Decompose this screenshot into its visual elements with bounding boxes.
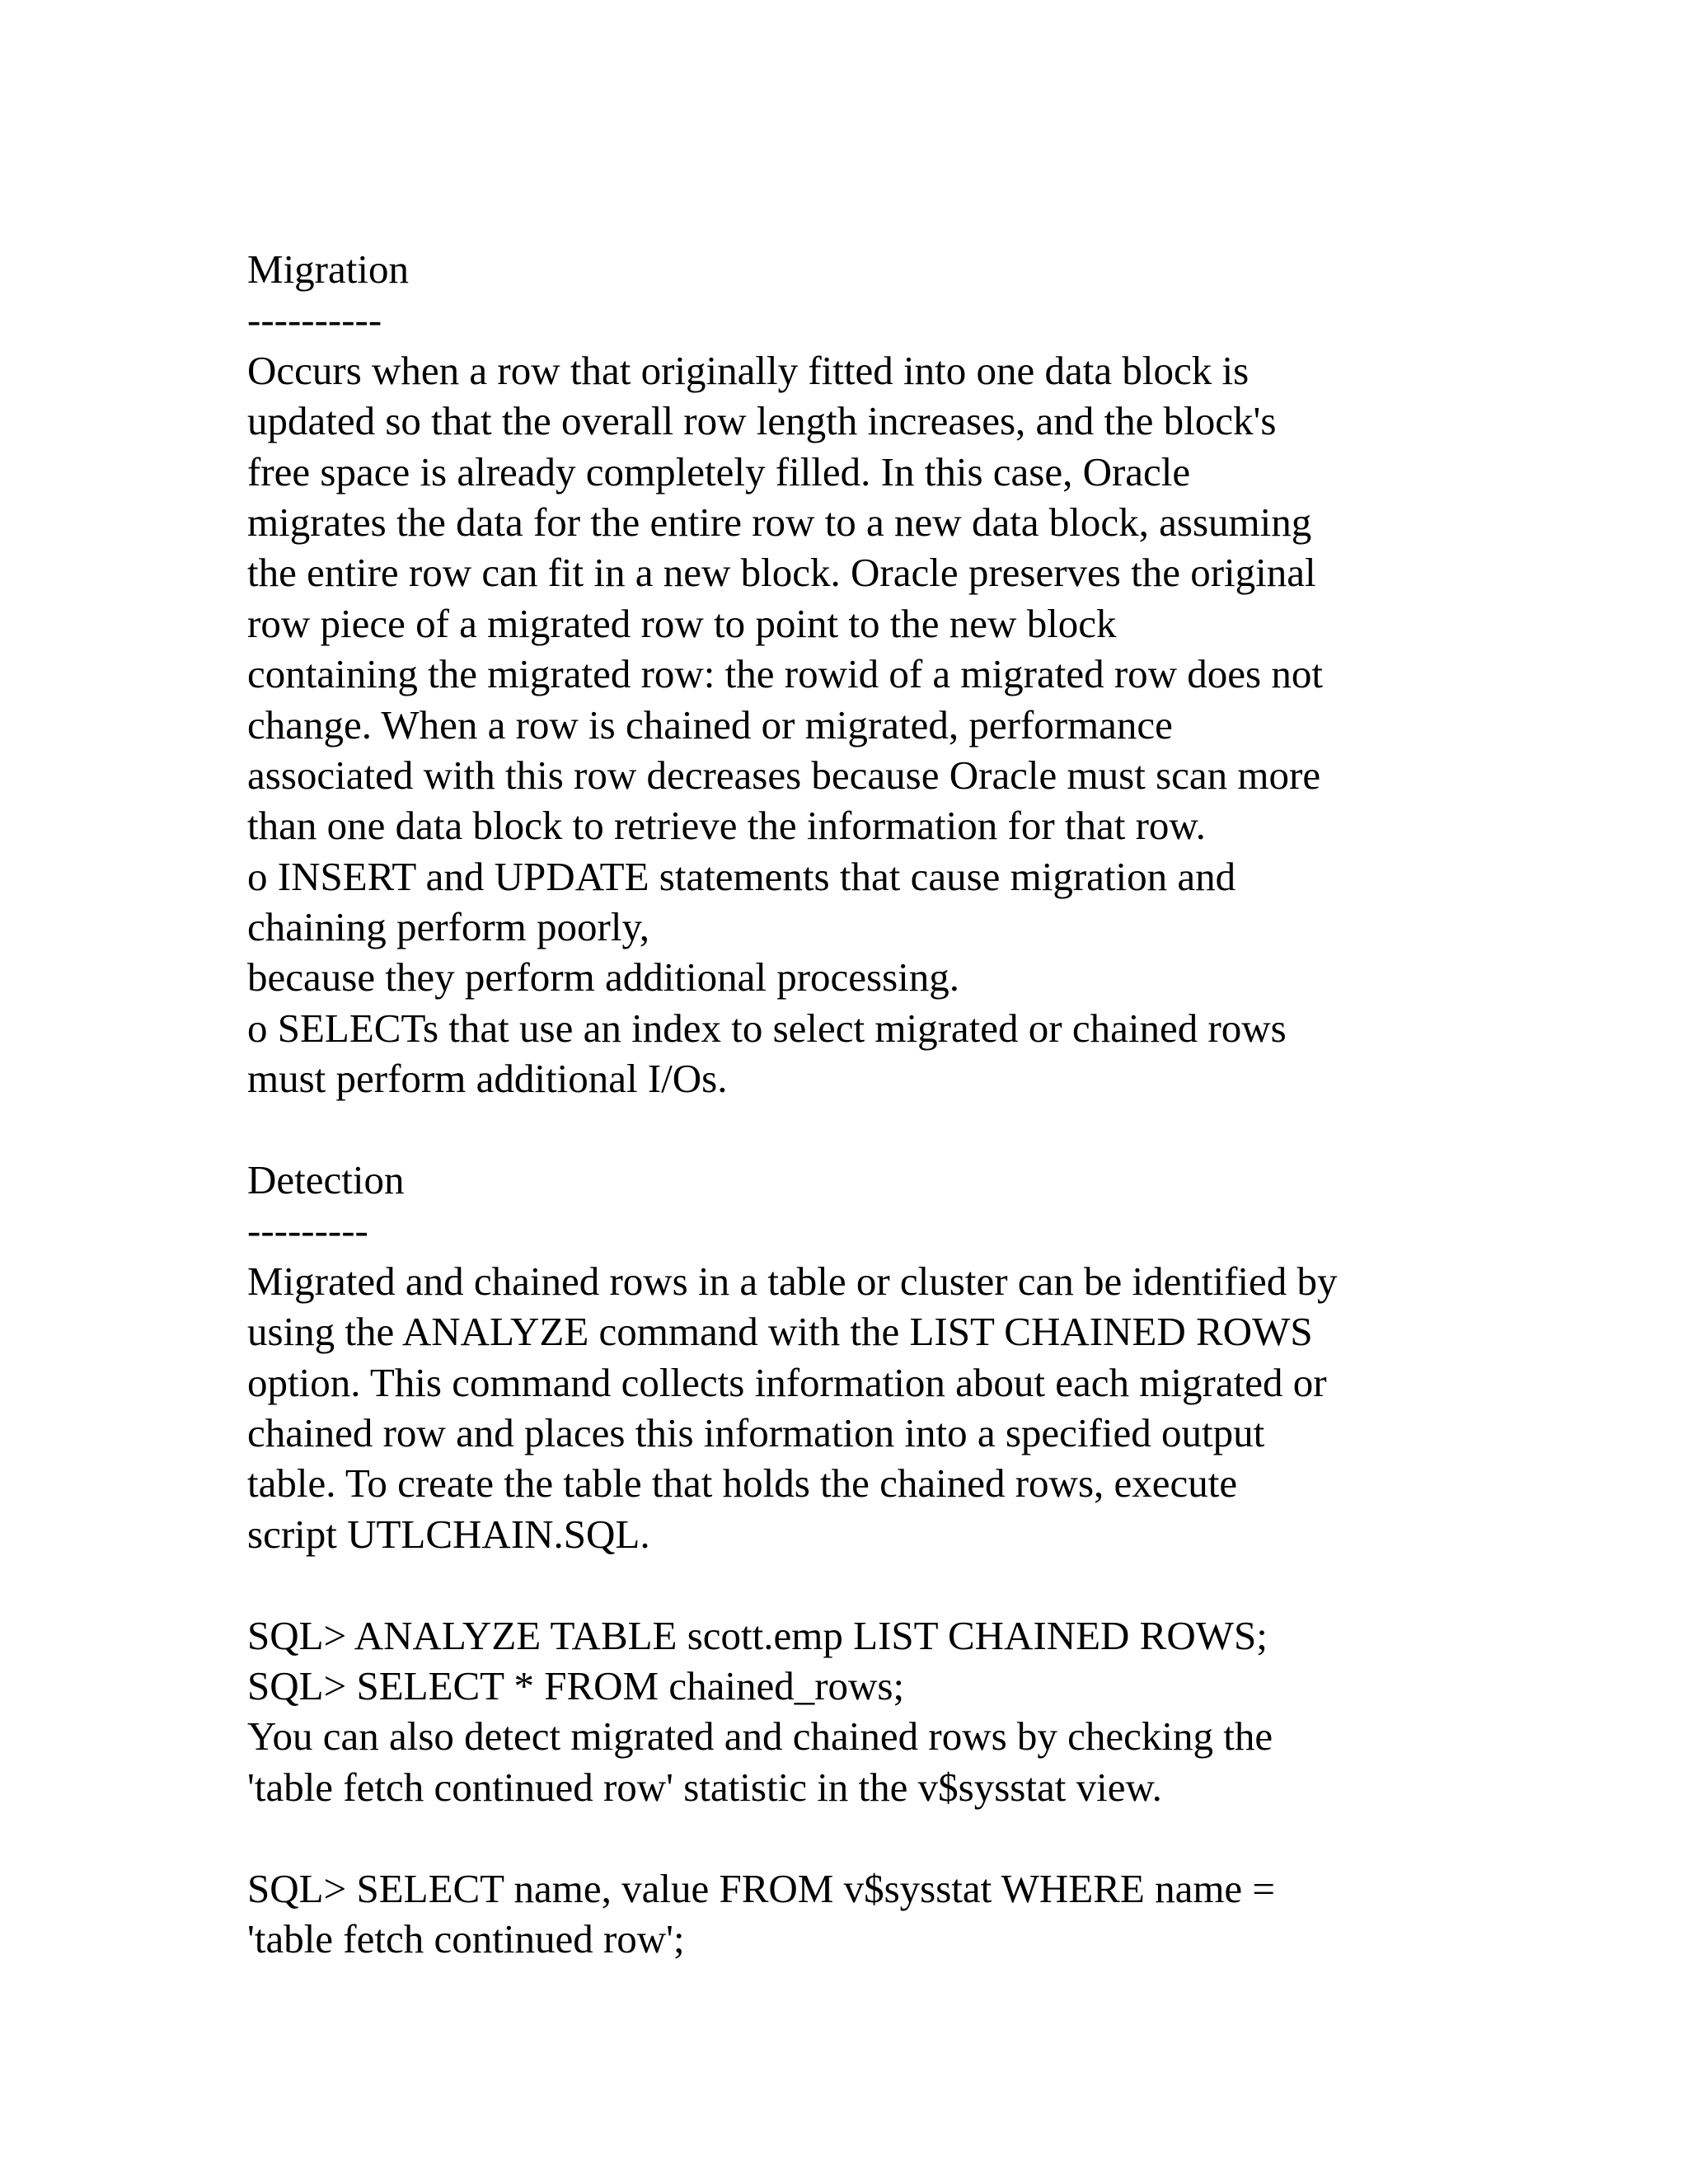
migration-bullets (247, 851, 1665, 1104)
bullet-line: o SELECTs that use an index to select migrated or chained rows (247, 1005, 1287, 1051)
paragraph-line: row piece of a migrated row to point to the new block (247, 600, 1117, 646)
sql-line: SQL> SELECT * FROM chained_rows; (247, 1662, 905, 1708)
migration-paragraph (247, 345, 1665, 851)
paragraph-line: change. When a row is chained or migrated, performance (247, 701, 1173, 748)
paragraph-line: using the ANALYZE command with the LIST CHAINED ROWS (247, 1309, 1313, 1355)
spacer (247, 1104, 1665, 1155)
sql-line: 'table fetch continued row'; (247, 1915, 685, 1961)
paragraph-line: chained row and places this information into a specified output (247, 1409, 1265, 1455)
spacer (247, 1559, 1665, 1610)
sql-line: SQL> SELECT name, value FROM v$sysstat WHERE name = (247, 1865, 1276, 1911)
paragraph-line: free space is already completely filled. In this case, Oracle (247, 448, 1191, 494)
bullet-line: chaining perform poorly, (247, 904, 650, 950)
paragraph-line: containing the migrated row: the rowid of a migrated row does not (247, 651, 1323, 697)
paragraph-line: than one data block to retrieve the information for that row. (247, 803, 1206, 849)
sql-example-block-1 (247, 1610, 1665, 1813)
migration-heading: Migration (247, 246, 409, 292)
detection-heading: Detection (247, 1157, 405, 1203)
document-body (247, 244, 1665, 1964)
paragraph-line: the entire row can fit in a new block. Oracle preserves the original (247, 550, 1316, 596)
bullet-line: because they perform additional processing. (247, 954, 960, 1001)
paragraph-line: updated so that the overall row length increases, and the block's (247, 398, 1277, 444)
paragraph-line: Occurs when a row that originally fitted into one data block is (247, 347, 1250, 393)
paragraph-line: script UTLCHAIN.SQL. (247, 1511, 650, 1557)
sql-example-block-2 (247, 1863, 1665, 1965)
detection-heading-underline: --------- (247, 1207, 368, 1254)
migration-heading-underline: ---------- (247, 297, 382, 343)
paragraph-line: Migrated and chained rows in a table or cluster can be identified by (247, 1258, 1338, 1304)
detection-paragraph (247, 1256, 1665, 1559)
paragraph-line: table. To create the table that holds the chained rows, execute (247, 1460, 1238, 1507)
paragraph-line: option. This command collects information about each migrated or (247, 1359, 1327, 1405)
paragraph-line: 'table fetch continued row' statistic in the v$sysstat view. (247, 1764, 1162, 1810)
paragraph-line: You can also detect migrated and chained rows by checking the (247, 1713, 1273, 1760)
bullet-line: must perform additional I/Os. (247, 1056, 728, 1102)
bullet-line: o INSERT and UPDATE statements that cause migration and (247, 853, 1236, 899)
paragraph-line: migrates the data for the entire row to a new data block, assuming (247, 499, 1312, 545)
sql-line: SQL> ANALYZE TABLE scott.emp LIST CHAINED ROWS; (247, 1612, 1268, 1658)
paragraph-line: associated with this row decreases because Oracle must scan more (247, 752, 1321, 798)
spacer (247, 1812, 1665, 1863)
